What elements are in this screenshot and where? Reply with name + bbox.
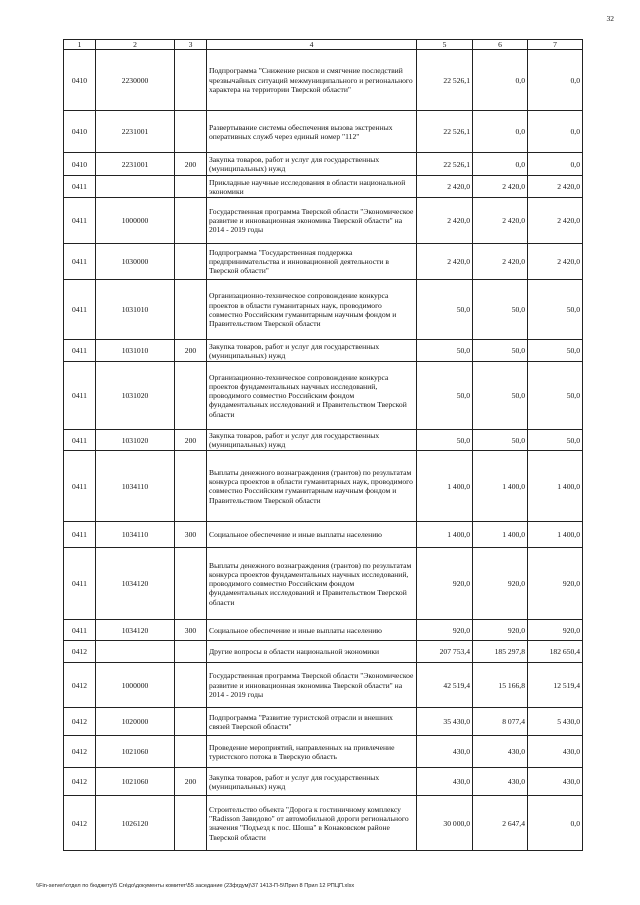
col-header: 5	[417, 40, 473, 50]
amount-col5: 22 526,1	[417, 50, 473, 111]
amount-col6: 50,0	[473, 280, 528, 340]
amount-col5: 50,0	[417, 280, 473, 340]
amount-col5: 430,0	[417, 736, 473, 768]
file-path-footer: \\Fin-server\отдел по бюджету\5 Créдо\документы комитет\55 заседание (23фгдум)\37 1413-П-5\Прил 8 Прил 12 РПЦП.xlsx	[36, 883, 355, 889]
item-name: Проведение мероприятий, направленных на привлечение туристского потока в Тверскую область	[207, 736, 417, 768]
target-code: 1031010	[96, 280, 175, 340]
amount-col6: 50,0	[473, 340, 528, 362]
amount-col5: 50,0	[417, 430, 473, 451]
amount-col5: 22 526,1	[417, 153, 473, 176]
amount-col5: 2 420,0	[417, 198, 473, 244]
expense-type	[175, 244, 207, 280]
amount-col7: 2 420,0	[528, 198, 583, 244]
amount-col7: 50,0	[528, 280, 583, 340]
amount-col5: 920,0	[417, 620, 473, 641]
table-row	[64, 548, 583, 620]
amount-col6: 0,0	[473, 153, 528, 176]
target-code: 1034110	[96, 451, 175, 522]
table-row	[64, 362, 583, 430]
item-name: Выплаты денежного вознаграждения (грантов) по результатам конкурса проектов в области гуманитарных наук, проводимого совместно Российским гуманитарным научным фондом и Правительством Тверской области	[207, 451, 417, 522]
target-code: 1021060	[96, 768, 175, 796]
amount-col7: 1 400,0	[528, 451, 583, 522]
target-code	[96, 176, 175, 198]
section-code: 0411	[64, 362, 96, 430]
table-row	[64, 340, 583, 362]
target-code: 1020000	[96, 708, 175, 736]
target-code: 2231001	[96, 111, 175, 153]
section-code: 0411	[64, 280, 96, 340]
item-name: Другие вопросы в области национальной экономики	[207, 641, 417, 663]
item-name: Прикладные научные исследования в области национальной экономики	[207, 176, 417, 198]
col-header: 1	[64, 40, 96, 50]
amount-col6: 15 166,8	[473, 663, 528, 708]
amount-col7: 182 650,4	[528, 641, 583, 663]
page-number: 32	[606, 14, 614, 23]
target-code: 1031020	[96, 362, 175, 430]
table-row	[64, 176, 583, 198]
expense-type	[175, 280, 207, 340]
expense-type	[175, 641, 207, 663]
expense-type: 200	[175, 430, 207, 451]
amount-col7: 50,0	[528, 362, 583, 430]
col-header: 7	[528, 40, 583, 50]
amount-col7: 5 430,0	[528, 708, 583, 736]
amount-col5: 2 420,0	[417, 244, 473, 280]
item-name: Закупка товаров, работ и услуг для государственных (муниципальных) нужд	[207, 430, 417, 451]
target-code: 1031010	[96, 340, 175, 362]
item-name: Закупка товаров, работ и услуг для государственных (муниципальных) нужд	[207, 768, 417, 796]
item-name: Подпрограмма "Развитие туристской отрасли и внешних связей Тверской области"	[207, 708, 417, 736]
table-row	[64, 768, 583, 796]
expense-type	[175, 548, 207, 620]
amount-col5: 50,0	[417, 340, 473, 362]
amount-col6: 0,0	[473, 111, 528, 153]
section-code: 0411	[64, 176, 96, 198]
section-code: 0412	[64, 736, 96, 768]
amount-col5: 35 430,0	[417, 708, 473, 736]
item-name: Закупка товаров, работ и услуг для государственных (муниципальных) нужд	[207, 340, 417, 362]
amount-col6: 920,0	[473, 620, 528, 641]
section-code: 0411	[64, 340, 96, 362]
table-row	[64, 153, 583, 176]
section-code: 0411	[64, 451, 96, 522]
section-code: 0411	[64, 198, 96, 244]
table-row	[64, 522, 583, 548]
amount-col7: 50,0	[528, 340, 583, 362]
table-row	[64, 796, 583, 851]
table-row	[64, 451, 583, 522]
amount-col5: 430,0	[417, 768, 473, 796]
amount-col6: 2 420,0	[473, 244, 528, 280]
header-row	[64, 40, 583, 50]
target-code: 1034120	[96, 548, 175, 620]
section-code: 0411	[64, 244, 96, 280]
amount-col6: 50,0	[473, 430, 528, 451]
expense-type	[175, 708, 207, 736]
col-header: 3	[175, 40, 207, 50]
amount-col7: 2 420,0	[528, 244, 583, 280]
amount-col6: 185 297,8	[473, 641, 528, 663]
expense-type	[175, 736, 207, 768]
amount-col7: 0,0	[528, 153, 583, 176]
item-name: Подпрограмма "Государственная поддержка предпринимательства и инновационной деятельности в Тверской области"	[207, 244, 417, 280]
amount-col5: 30 000,0	[417, 796, 473, 851]
amount-col5: 22 526,1	[417, 111, 473, 153]
table-row	[64, 641, 583, 663]
amount-col7: 2 420,0	[528, 176, 583, 198]
section-code: 0411	[64, 522, 96, 548]
target-code: 1034120	[96, 620, 175, 641]
table-row	[64, 620, 583, 641]
amount-col6: 2 420,0	[473, 198, 528, 244]
col-header: 4	[207, 40, 417, 50]
target-code: 1000000	[96, 663, 175, 708]
section-code: 0412	[64, 663, 96, 708]
amount-col6: 430,0	[473, 736, 528, 768]
amount-col5: 1 400,0	[417, 522, 473, 548]
amount-col6: 1 400,0	[473, 522, 528, 548]
table-row	[64, 111, 583, 153]
table-row	[64, 430, 583, 451]
amount-col6: 0,0	[473, 50, 528, 111]
amount-col5: 1 400,0	[417, 451, 473, 522]
expense-type	[175, 50, 207, 111]
section-code: 0412	[64, 708, 96, 736]
amount-col7: 0,0	[528, 50, 583, 111]
amount-col7: 1 400,0	[528, 522, 583, 548]
amount-col7: 0,0	[528, 111, 583, 153]
amount-col5: 920,0	[417, 548, 473, 620]
amount-col5: 42 519,4	[417, 663, 473, 708]
expense-type: 200	[175, 340, 207, 362]
amount-col7: 50,0	[528, 430, 583, 451]
expense-type	[175, 663, 207, 708]
item-name: Подпрограмма "Снижение рисков и смягчение последствий чрезвычайных ситуаций межмуниципального и регионального характера на территории Тверской области"	[207, 50, 417, 111]
section-code: 0412	[64, 796, 96, 851]
table-row	[64, 198, 583, 244]
target-code: 2231001	[96, 153, 175, 176]
item-name: Выплаты денежного вознаграждения (грантов) по результатам конкурса проектов фундаментальных научных исследований, проводимого совместно Российским фондом фундаментальных исследований и Правительством Тверской области	[207, 548, 417, 620]
amount-col7: 0,0	[528, 796, 583, 851]
item-name: Строительство объекта "Дорога к гостиничному комплексу "Radisson Завидово" от автомобильной дороги регионального значения "Подъезд к пос. Шоша" в Конаковском районе Тверской области	[207, 796, 417, 851]
amount-col6: 2 647,4	[473, 796, 528, 851]
amount-col7: 430,0	[528, 768, 583, 796]
item-name: Развертывание системы обеспечения вызова экстренных оперативных служб через единый номер "112"	[207, 111, 417, 153]
expense-type	[175, 451, 207, 522]
table-row	[64, 736, 583, 768]
expense-type: 300	[175, 522, 207, 548]
target-code: 2230000	[96, 50, 175, 111]
item-name: Государственная программа Тверской области "Экономическое развитие и инновационная экономика Тверской области" на 2014 - 2019 годы	[207, 198, 417, 244]
amount-col7: 920,0	[528, 620, 583, 641]
expense-type: 200	[175, 768, 207, 796]
amount-col6: 430,0	[473, 768, 528, 796]
amount-col5: 207 753,4	[417, 641, 473, 663]
amount-col6: 1 400,0	[473, 451, 528, 522]
expense-type: 200	[175, 153, 207, 176]
item-name: Социальное обеспечение и иные выплаты населению	[207, 620, 417, 641]
table-row	[64, 708, 583, 736]
item-name: Организационно-техническое сопровождение конкурса проектов фундаментальных научных исследований, проводимого совместно Российским фондом фундаментальных исследований и Правительством Тверской области	[207, 362, 417, 430]
amount-col6: 2 420,0	[473, 176, 528, 198]
expense-type	[175, 111, 207, 153]
item-name: Социальное обеспечение и иные выплаты населению	[207, 522, 417, 548]
item-name: Организационно-техническое сопровождение конкурса проектов в области гуманитарных наук, проводимого совместно Российским гуманитарным научным фондом и Правительством Тверской области	[207, 280, 417, 340]
section-code: 0411	[64, 620, 96, 641]
amount-col7: 430,0	[528, 736, 583, 768]
expense-type	[175, 362, 207, 430]
item-name: Государственная программа Тверской области "Экономическое развитие и инновационная экономика Тверской области" на 2014 - 2019 годы	[207, 663, 417, 708]
section-code: 0411	[64, 548, 96, 620]
target-code	[96, 641, 175, 663]
amount-col6: 50,0	[473, 362, 528, 430]
table-row	[64, 244, 583, 280]
expense-type	[175, 176, 207, 198]
target-code: 1034110	[96, 522, 175, 548]
table-row	[64, 280, 583, 340]
expense-type: 300	[175, 620, 207, 641]
item-name: Закупка товаров, работ и услуг для государственных (муниципальных) нужд	[207, 153, 417, 176]
target-code: 1000000	[96, 198, 175, 244]
expense-type	[175, 796, 207, 851]
target-code: 1026120	[96, 796, 175, 851]
section-code: 0410	[64, 153, 96, 176]
table-row	[64, 663, 583, 708]
amount-col7: 920,0	[528, 548, 583, 620]
budget-table	[63, 39, 583, 851]
section-code: 0412	[64, 768, 96, 796]
section-code: 0410	[64, 111, 96, 153]
amount-col5: 50,0	[417, 362, 473, 430]
expense-type	[175, 198, 207, 244]
amount-col5: 2 420,0	[417, 176, 473, 198]
section-code: 0411	[64, 430, 96, 451]
section-code: 0410	[64, 50, 96, 111]
target-code: 1021060	[96, 736, 175, 768]
amount-col7: 12 519,4	[528, 663, 583, 708]
section-code: 0412	[64, 641, 96, 663]
col-header: 6	[473, 40, 528, 50]
col-header: 2	[96, 40, 175, 50]
amount-col6: 8 077,4	[473, 708, 528, 736]
amount-col6: 920,0	[473, 548, 528, 620]
target-code: 1030000	[96, 244, 175, 280]
table-row	[64, 50, 583, 111]
target-code: 1031020	[96, 430, 175, 451]
